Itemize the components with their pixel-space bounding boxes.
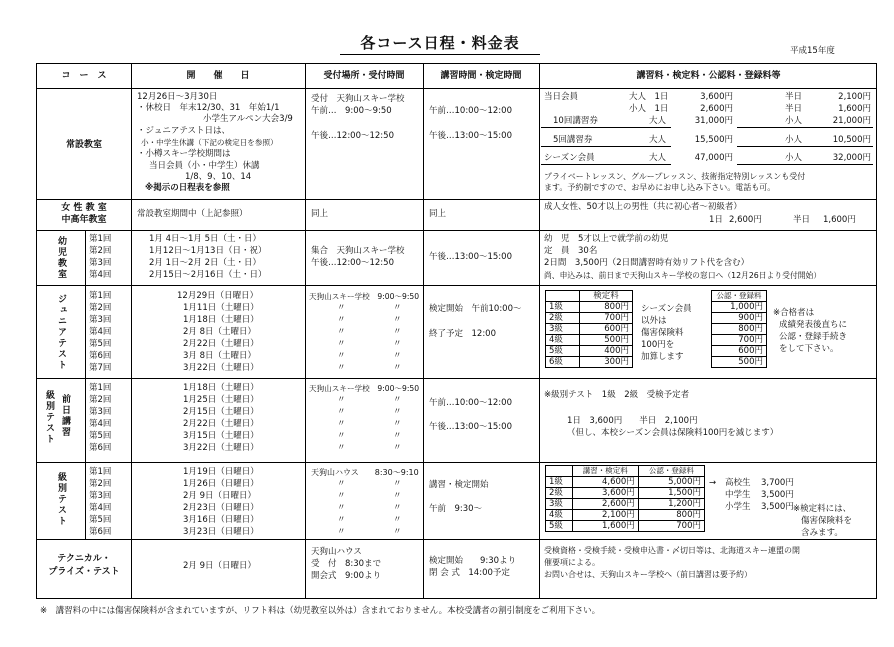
kyubetsu-mae-date: 2月22日（土曜日） (183, 419, 259, 429)
fee-label: 小人 (785, 153, 803, 163)
grade: 5級 (546, 521, 573, 532)
season-note: 加算します (641, 352, 684, 362)
kyubetsu-date: 3月16日（日曜日） (183, 515, 259, 525)
kyubetsu-reception: 天狗山ハウス 8:30～9:10 (311, 468, 419, 477)
round-label: 第2回 (89, 303, 112, 313)
grade: 5級 (546, 346, 580, 357)
fee: 800円 (712, 324, 767, 335)
technical-reception: 天狗山ハウス (311, 547, 362, 557)
ditto-mark: 〃 (393, 315, 402, 325)
kyubetsu-fee-table (545, 465, 705, 532)
fee-label: シーズン会員 (544, 153, 595, 163)
kyubetsu-note: 含みます。 (801, 528, 843, 538)
round-label: 第3回 (89, 407, 112, 417)
school-label: 中学生 (725, 490, 751, 500)
round-label: 第1回 (89, 234, 112, 244)
fee: 500円 (580, 335, 633, 346)
fee-value: 47,000円 (694, 153, 733, 163)
kyubetsu-mae-date: 1月25日（土曜日） (183, 395, 259, 405)
fee-label: 小人 (785, 135, 803, 145)
kyubetsu-date: 1月26日（日曜日） (183, 479, 259, 489)
kyubetsu-mae-fee: 1日 3,600円 半日 2,100円 (567, 416, 698, 426)
fiscal-year: 平成15年度 (790, 46, 835, 56)
youji-fee: 幼 児 5才以上で就学前の幼児 (544, 234, 669, 244)
fee-head: 講習・検定料 (572, 466, 638, 477)
footnote: ※ 講習料の中には傷害保険料が含まれていますが、リフト料は（幼児教室以外は）含まれておりません。本校受講者の割引制度をご利用下さい。 (40, 606, 601, 616)
technical-fee: 催要項による。 (544, 558, 600, 567)
junior-time: 検定開始 午前10:00～ (429, 304, 522, 314)
season-note: シーズン会員 (641, 304, 692, 314)
kyubetsu-mae-date: 3月15日（土曜日） (183, 431, 259, 441)
fee: 1,500円 (638, 488, 704, 499)
youji-time: 午後…13:00～15:00 (429, 252, 512, 262)
josei-fee: 1,600円 (823, 215, 856, 225)
round-label: 第3回 (89, 258, 112, 268)
fee-value: 1,600円 (838, 104, 871, 114)
grade: 1級 (546, 302, 580, 313)
header-course: コ ー ス (61, 71, 107, 81)
round-label: 第2回 (89, 246, 112, 256)
fee-label: 大人 (649, 153, 667, 163)
ditto-mark: 〃 (337, 315, 346, 325)
kyubetsu-date: 3月23日（日曜日） (183, 527, 259, 537)
fee-value: 2,100円 (838, 92, 871, 102)
josei-fee: 1日 (709, 215, 723, 225)
fee-label: 5回講習券 (553, 135, 593, 145)
fee: 5,000円 (638, 477, 704, 488)
junior-kentei-table (545, 290, 633, 368)
ditto-mark: 〃 (337, 351, 346, 361)
ditto-mark: 〃 (393, 503, 402, 513)
junior-date: 2月22日（土曜日） (183, 339, 259, 349)
fee: 1,000円 (712, 302, 767, 313)
youji-date: 2月 1日～2月 2日（土・日） (149, 258, 262, 268)
round-label: 第1回 (89, 467, 112, 477)
grade: 2級 (546, 313, 580, 324)
junior-date: 3月22日（土曜日） (183, 363, 259, 373)
ditto-mark: 〃 (393, 443, 402, 453)
round-label: 第3回 (89, 491, 112, 501)
round-label: 第6回 (89, 443, 112, 453)
junior-note: 公認・登録手続き (779, 332, 848, 342)
kyubetsu-mae-time: 午前…10:00～12:00 (429, 398, 512, 408)
season-note: 以外は (641, 316, 667, 326)
ditto-mark: 〃 (337, 479, 346, 489)
round-label: 第3回 (89, 315, 112, 325)
ditto-mark: 〃 (337, 407, 346, 417)
fee-label: 大人 (649, 135, 667, 145)
ditto-mark: 〃 (337, 515, 346, 525)
ditto-mark: 〃 (393, 351, 402, 361)
round-label: 第1回 (89, 291, 112, 301)
technical-time: 検定開始 9:30より (429, 556, 517, 566)
ditto-mark: 〃 (337, 443, 346, 453)
jousetsu-date: 小学生アルペン大会3/9 (203, 114, 293, 124)
fee: 1,200円 (638, 499, 704, 510)
josei-time: 同上 (429, 209, 447, 219)
round-label: 第2回 (89, 479, 112, 489)
fee: 800円 (638, 510, 704, 521)
kyubetsu-time: 講習・検定開始 (429, 480, 489, 490)
school-label: 小学生 (725, 502, 751, 512)
ditto-mark: 〃 (393, 479, 402, 489)
kyubetsu-note: 傷害保険料を (801, 516, 853, 526)
ditto-mark: 〃 (337, 303, 346, 313)
junior-date: 1月18日（土曜日） (183, 315, 259, 325)
ditto-mark: 〃 (393, 491, 402, 501)
course-josei: 女 性 教 室 (61, 203, 107, 213)
junior-note: 成績発表後直ちに (779, 320, 848, 330)
course-junior: ジュニアテスト (56, 294, 66, 371)
course-kyubetsu: 級別テスト (56, 472, 66, 527)
kentei-head: 検定料 (580, 291, 633, 302)
jousetsu-date: ・小樽スキー学校期間は (137, 149, 231, 159)
round-label: 第4回 (89, 419, 112, 429)
junior-date: 3月 8日（土曜日） (183, 351, 257, 361)
jousetsu-date: ・ジュニアテスト日は、 (137, 126, 230, 136)
grade: 3級 (546, 324, 580, 335)
josei-dates: 常設教室期間中（上記参照） (137, 209, 248, 219)
josei-reception: 同上 (311, 209, 329, 219)
header-times: 講習時間・検定時間 (440, 71, 522, 81)
kyubetsu-date: 2月 9日（日曜日） (183, 491, 257, 501)
school-label: 高校生 (725, 478, 751, 488)
fee-value: 32,000円 (832, 153, 871, 163)
schedule-fee-table (36, 63, 877, 599)
ditto-mark: 〃 (337, 339, 346, 349)
fee: 2,100円 (572, 510, 638, 521)
junior-note: をして下さい。 (779, 344, 839, 354)
ditto-mark: 〃 (393, 527, 402, 537)
header-fees: 講習料・検定料・公認料・登録料等 (636, 71, 781, 81)
fee-value: 31,000円 (694, 116, 733, 126)
ditto-mark: 〃 (393, 327, 402, 337)
jousetsu-reception: 受付 天狗山スキー学校 (311, 94, 405, 104)
ditto-mark: 〃 (393, 515, 402, 525)
round-label: 第6回 (89, 351, 112, 361)
jousetsu-date: 1/8、9、10、14 (185, 172, 252, 182)
school-fee: 3,500円 (761, 502, 794, 512)
youji-date: 1月 4日～1月 5日（土・日） (149, 234, 262, 244)
jousetsu-time: 午後…13:00～15:00 (429, 131, 512, 141)
youji-fee: 2日間 3,500円（2日間講習時有効リフト代を含む） (544, 258, 750, 268)
course-youji: 幼児教室 (56, 236, 66, 280)
junior-date: 1月11日（土曜日） (183, 303, 259, 313)
youji-date: 2月15日～2月16日（土・日） (149, 270, 267, 280)
page-title: 各コース日程・料金表 (340, 32, 540, 55)
technical-reception: 開会式 9:00より (311, 571, 382, 581)
arrow-icon: → (709, 478, 717, 488)
fee-note: プライベートレッスン、グループレッスン、技術指定特別レッスンも受付 (544, 172, 806, 181)
youji-date: 1月12日～1月13日（日・祝） (149, 246, 267, 256)
ditto-mark: 〃 (337, 327, 346, 337)
jousetsu-time: 午前…10:00～12:00 (429, 106, 512, 116)
fee-label: 半日 (785, 104, 803, 114)
fee-label: 10回講習券 (553, 116, 598, 126)
grade: 4級 (546, 335, 580, 346)
grade: 1級 (546, 477, 573, 488)
course-jousetsu: 常設教室 (65, 140, 102, 150)
kyubetsu-note: ※検定料には、 (793, 504, 852, 514)
fee-label: 小人 (785, 116, 803, 126)
round-label: 第2回 (89, 395, 112, 405)
fee-label: 小人 1日 (629, 104, 669, 114)
ditto-mark: 〃 (337, 431, 346, 441)
kyubetsu-mae-date: 1月18日（土曜日） (183, 383, 259, 393)
fee-value: 21,000円 (832, 116, 871, 126)
fee-head: 公認・登録料 (638, 466, 704, 477)
fee-label: 大人 1日 (629, 92, 669, 102)
fee: 3,600円 (572, 488, 638, 499)
header-dates: 開 催 日 (186, 71, 250, 81)
junior-date: 12月29日（日曜日） (177, 291, 259, 301)
fee-note: ます。予約制ですので、お早めにお申し込み下さい。電話も可。 (544, 183, 776, 192)
fee-label: 半日 (785, 92, 803, 102)
josei-fee: 2,600円 (729, 215, 762, 225)
school-fee: 3,500円 (761, 490, 794, 500)
jousetsu-date: 12月26日～3月30日 (137, 92, 218, 102)
kyubetsu-mae-fee: （但し、本校シーズン会員は保険料100円を減じます） (567, 428, 779, 438)
grade: 4級 (546, 510, 573, 521)
fee: 4,600円 (572, 477, 638, 488)
ditto-mark: 〃 (337, 527, 346, 537)
ditto-mark: 〃 (393, 395, 402, 405)
junior-date: 2月 8日（土曜日） (183, 327, 257, 337)
youji-fee: 尚、申込みは、前日まで天狗山スキー学校の窓口へ（12月26日より受付開始） (544, 271, 822, 280)
jousetsu-date: ・休校日 年末12/30、31 年始1/1 (137, 103, 280, 113)
kyubetsu-date: 2月23日（日曜日） (183, 503, 259, 513)
kyubetsu-mae-reception: 天狗山スキー学校 9:00～9:50 (309, 384, 420, 393)
round-label: 第4回 (89, 503, 112, 513)
ditto-mark: 〃 (393, 419, 402, 429)
fee: 700円 (712, 335, 767, 346)
technical-fee: 受検資格・受検手続・受検申込書・〆切日等は、北海道スキー連盟の開 (544, 546, 800, 555)
junior-note: ※合格者は (773, 308, 815, 318)
technical-time: 閉 会 式 14:00予定 (429, 568, 510, 578)
kounin-head: 公認・登録料 (712, 291, 767, 302)
ditto-mark: 〃 (337, 491, 346, 501)
course-technical-1: テクニカル・ (57, 554, 111, 564)
header-reception: 受付場所・受付時間 (323, 71, 405, 81)
fee: 600円 (712, 346, 767, 357)
fee: 300円 (580, 357, 633, 368)
course-kyubetsu-mae-1: 級別テスト (44, 390, 54, 445)
fee: 600円 (580, 324, 633, 335)
technical-reception: 受 付 8:30まで (311, 559, 382, 569)
round-label: 第5回 (89, 339, 112, 349)
round-label: 第4回 (89, 327, 112, 337)
fee: 2,600円 (572, 499, 638, 510)
fee-label: 大人 (649, 116, 667, 126)
season-note: 100円を (641, 340, 675, 350)
technical-fee: お問い合せは、天狗山スキー学校へ（前日講習は要予約） (544, 570, 752, 579)
grade: 2級 (546, 488, 573, 499)
round-label: 第6回 (89, 527, 112, 537)
youji-fee: 定 員 30名 (544, 246, 598, 256)
fee-label: 当日会員 (544, 92, 579, 102)
junior-kounin-table (711, 290, 767, 368)
ditto-mark: 〃 (393, 407, 402, 417)
fee-value: 15,500円 (694, 135, 733, 145)
jousetsu-date: 小・中学生休講（下記の検定日を参照） (141, 138, 278, 147)
grade: 3級 (546, 499, 573, 510)
kyubetsu-mae-date: 3月22日（土曜日） (183, 443, 259, 453)
round-label: 第7回 (89, 363, 112, 373)
jousetsu-date: ※掲示の日程表を参照 (145, 183, 230, 193)
junior-reception: 天狗山スキー学校 9:00～9:50 (309, 292, 420, 301)
fee-value: 2,600円 (700, 104, 733, 114)
jousetsu-date: 当日会員（小・中学生）休講 (149, 161, 260, 171)
round-label: 第4回 (89, 270, 112, 280)
youji-reception: 集合 天狗山スキー学校 (311, 246, 405, 256)
ditto-mark: 〃 (393, 339, 402, 349)
course-kyubetsu-mae-2: 前日講習 (60, 394, 70, 438)
ditto-mark: 〃 (393, 363, 402, 373)
ditto-mark: 〃 (393, 431, 402, 441)
josei-fee: 成人女性、50才以上の男性（共に初心者～初級者） (544, 202, 742, 212)
ditto-mark: 〃 (337, 503, 346, 513)
fee-value: 3,600円 (700, 92, 733, 102)
kyubetsu-date: 1月19日（日曜日） (183, 467, 259, 477)
season-note: 傷害保険料 (641, 328, 684, 338)
ditto-mark: 〃 (337, 363, 346, 373)
course-chukonen: 中高年教室 (61, 215, 107, 225)
grade: 6級 (546, 357, 580, 368)
kyubetsu-mae-fee: ※級別テスト 1級 2級 受検予定者 (544, 390, 690, 400)
fee-value: 10,500円 (832, 135, 871, 145)
ditto-mark: 〃 (337, 395, 346, 405)
jousetsu-reception: 午後…12:00～12:50 (311, 131, 394, 141)
round-label: 第1回 (89, 383, 112, 393)
fee: 500円 (712, 357, 767, 368)
kyubetsu-mae-time: 午後…13:00～15:00 (429, 422, 512, 432)
fee: 400円 (580, 346, 633, 357)
kyubetsu-mae-date: 2月15日（土曜日） (183, 407, 259, 417)
junior-time: 終了予定 12:00 (429, 329, 496, 339)
josei-fee: 半日 (793, 215, 811, 225)
ditto-mark: 〃 (337, 419, 346, 429)
jousetsu-reception: 午前… 9:00～9:50 (311, 106, 392, 116)
fee: 900円 (712, 313, 767, 324)
round-label: 第5回 (89, 431, 112, 441)
fee: 1,600円 (572, 521, 638, 532)
fee: 700円 (638, 521, 704, 532)
technical-date: 2月 9日（日曜日） (183, 561, 257, 571)
school-fee: 3,700円 (761, 478, 794, 488)
fee: 800円 (580, 302, 633, 313)
course-technical-2: プライズ・テスト (48, 567, 120, 577)
round-label: 第5回 (89, 515, 112, 525)
fee: 700円 (580, 313, 633, 324)
youji-reception: 午後…12:00～12:50 (311, 258, 394, 268)
ditto-mark: 〃 (393, 303, 402, 313)
kyubetsu-time: 午前 9:30～ (429, 504, 483, 514)
